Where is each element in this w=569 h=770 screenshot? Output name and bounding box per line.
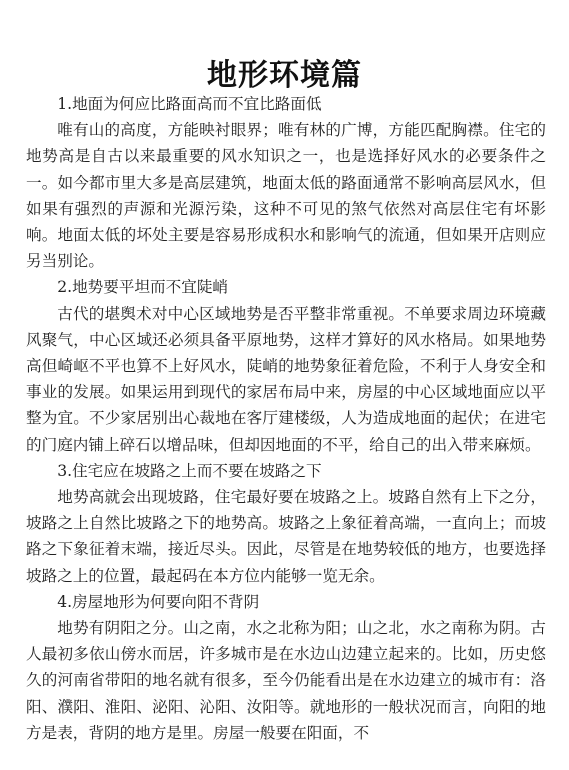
document-title: 地形环境篇: [207, 58, 362, 93]
document-body: [26, 91, 546, 746]
section-heading: 3.住宅应在坡路之上而不要在坡路之下: [57, 461, 322, 480]
section-heading: 4.房屋地形为何要向阳不背阴: [57, 592, 260, 611]
section-heading: 1.地面为何应比路面高而不宜比路面低: [57, 95, 322, 113]
section-paragraph: 古代的堪舆术对中心区域地势是否平整非常重视。不单要求周边环境藏风聚气，中心区域还必须具备平原地势，这样才算好的风水格局。如果地势高但崎岖不平也算不上好风水，陡峭的地势象征着危险，不利于人身安全和事业的发展。如果运用到现代的家居布局中来，房屋的中心区域地面应以平整为宜。不少家居别出心裁地在客厅建楼级，人为造成地面的起伏；在进宅的门庭内铺上碎石以增品味，但却因地面的不平，给自己的出入带来麻烦。: [26, 304, 546, 454]
section-paragraph: 地势高就会出现坡路，住宅最好要在坡路之上。坡路自然有上下之分，坡路之上自然比坡路之下的地势高。坡路之上象征着高端，一直向上；而坡路之下象征着末端，接近尽头。因此，尽管是在地势较低的地方，也要选择坡路之上的位置，最起码在本方位内能够一览无余。: [26, 488, 546, 585]
section-paragraph: 唯有山的高度，方能映衬眼界；唯有林的广博，方能匹配胸襟。住宅的地势高是自古以来最重要的风水知识之一，也是选择好风水的必要条件之一。如今都市里大多是高层建筑，地面太低的路面通常不影响高层风水，但如果有强烈的声源和光源污染，这种不可见的煞气依然对高层住宅有坏影响。地面太低的坏处主要是容易形成积水和影响气的流通，但如果开店则应另当别论。: [26, 121, 546, 271]
section-paragraph: 地势有阴阳之分。山之南，水之北称为阳；山之北，水之南称为阴。古人最初多依山傍水而居，许多城市是在水边山边建立起来的。比如，历史悠久的河南省带阳的地名就有很多，至今仍能看出是在水边建立的城市有：洛阳、濮阳、淮阳、泌阳、沁阳、汝阳等。就地形的一般状况而言，向阳的地方是表，背阴的地方是里。房屋一般要在阳面，不: [26, 619, 546, 742]
section-heading: 2.地势要平坦而不宜陡峭: [57, 278, 229, 297]
